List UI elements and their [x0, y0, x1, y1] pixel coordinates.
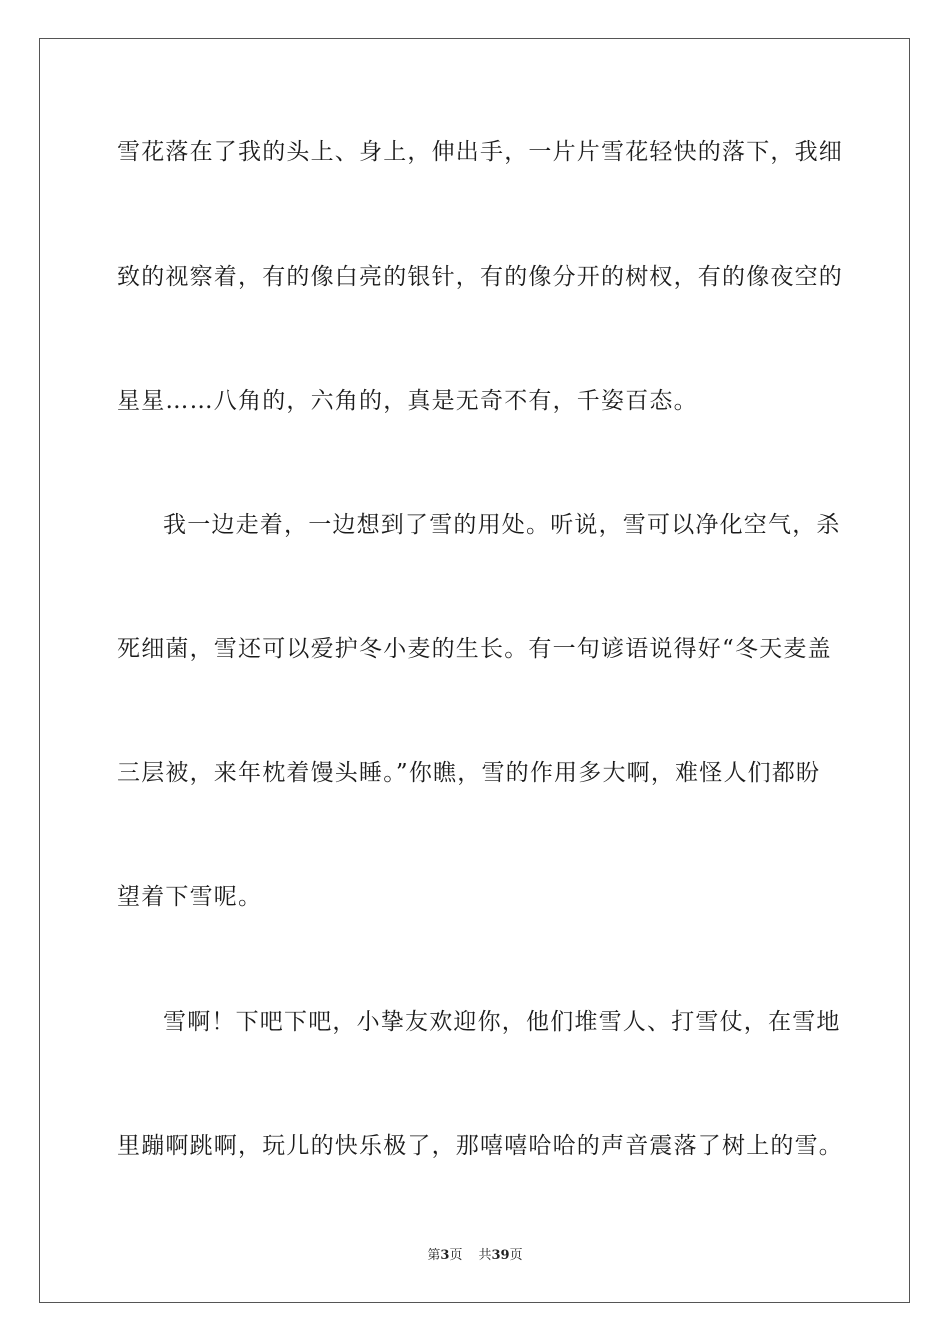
total-prefix: 共	[478, 1248, 492, 1263]
paragraph-line-3: 星星……八角的，六角的，真是无奇不有，千姿百态。	[117, 388, 698, 414]
page-prefix: 第	[427, 1248, 441, 1263]
page-border	[39, 38, 910, 1303]
paragraph-line-5: 死细菌，雪还可以爱护冬小麦的生长。有一句谚语说得好“冬天麦盖	[117, 636, 832, 662]
page-footer	[0, 1247, 950, 1265]
page-current: 3	[440, 1248, 450, 1263]
paragraph-line-8: 雪啊！下吧下吧，小挚友欢迎你，他们堆雪人、打雪仗，在雪地	[163, 1009, 841, 1035]
paragraph-line-1: 雪花落在了我的头上、身上，伸出手，一片片雪花轻快的落下，我细	[117, 139, 843, 165]
paragraph-line-7: 望着下雪呢。	[117, 884, 263, 910]
page-suffix: 页	[449, 1248, 463, 1263]
paragraph-line-6: 三层被，来年枕着馒头睡。”你瞧，雪的作用多大啊，难怪人们都盼	[117, 760, 821, 786]
paragraph-line-4: 我一边走着，一边想到了雪的用处。听说，雪可以净化空气，杀	[163, 512, 841, 538]
paragraph-line-9: 里蹦啊跳啊，玩儿的快乐极了，那嘻嘻哈哈的声音震落了树上的雪。	[117, 1133, 843, 1159]
total-pages: 39	[491, 1248, 510, 1263]
paragraph-line-2: 致的视察着，有的像白亮的银针，有的像分开的树杈，有的像夜空的	[117, 264, 843, 290]
total-suffix: 页	[509, 1248, 523, 1263]
